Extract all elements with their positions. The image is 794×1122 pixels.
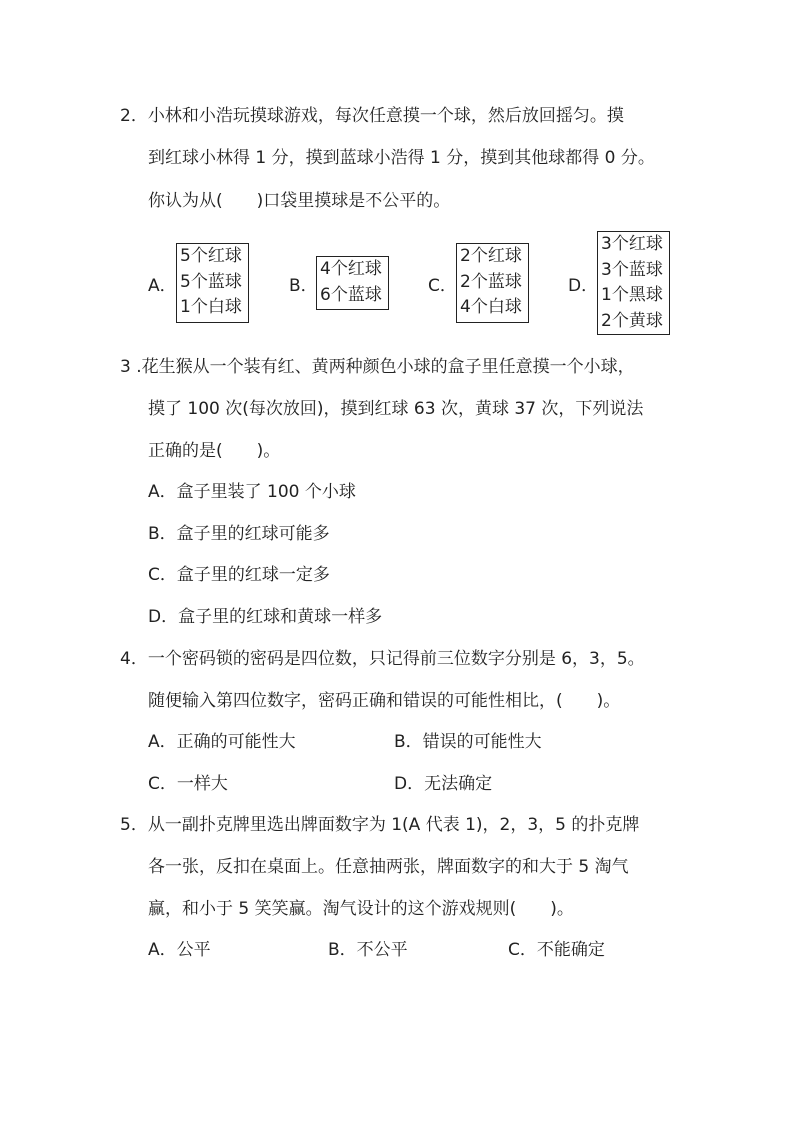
q2-option-d-box bbox=[597, 231, 670, 335]
q3-line-2: 摸了 100 次(每次放回)，摸到红球 63 次，黄球 37 次，下列说法 bbox=[148, 399, 644, 419]
q5-option-b: B．不公平 bbox=[328, 940, 408, 960]
q3-option-c: C．盒子里的红球一定多 bbox=[148, 565, 330, 585]
q5-line-2: 各一张，反扣在桌面上。任意抽两张，牌面数字的和大于 5 淘气 bbox=[148, 857, 629, 877]
q2-option-d-item: 2个黄球 bbox=[601, 310, 663, 331]
q2-option-c-label: C． bbox=[428, 276, 457, 296]
q2-option-c-item: 2个蓝球 bbox=[460, 271, 522, 292]
q2-option-d-item: 1个黑球 bbox=[601, 285, 663, 305]
q2-option-c-item: 4个白球 bbox=[460, 297, 522, 317]
q4-option-a: A．正确的可能性大 bbox=[148, 732, 296, 752]
q2-option-b-item: 4个红球 bbox=[320, 259, 382, 279]
q5-line-1: 5．从一副扑克牌里选出牌面数字为 1(A 代表 1)，2，3，5 的扑克牌 bbox=[120, 815, 640, 835]
q3-line-1: 3 .花生猴从一个装有红、黄两种颜色小球的盒子里任意摸一个小球， bbox=[120, 357, 635, 377]
q4-option-b: B．错误的可能性大 bbox=[394, 732, 542, 752]
q4-line-2: 随便输入第四位数字，密码正确和错误的可能性相比，( )。 bbox=[148, 691, 621, 711]
q2-option-d-item: 3个蓝球 bbox=[601, 259, 663, 280]
q3-option-d: D．盒子里的红球和黄球一样多 bbox=[148, 607, 383, 627]
q2-option-c-item: 2个红球 bbox=[460, 246, 522, 266]
q3-option-a: A．盒子里装了 100 个小球 bbox=[148, 482, 356, 502]
q5-line-3: 赢，和小于 5 笑笑赢。淘气设计的这个游戏规则( )。 bbox=[148, 899, 574, 919]
q2-option-a-item: 5个红球 bbox=[180, 246, 242, 266]
q2-option-b-item: 6个蓝球 bbox=[320, 284, 382, 305]
q2-line-1: 2．小林和小浩玩摸球游戏，每次任意摸一个球，然后放回摇匀。摸 bbox=[120, 106, 624, 126]
q4-option-c: C．一样大 bbox=[148, 774, 228, 794]
q2-line-2: 到红球小林得 1 分，摸到蓝球小浩得 1 分，摸到其他球都得 0 分。 bbox=[148, 148, 655, 168]
q3-option-b: B．盒子里的红球可能多 bbox=[148, 524, 330, 544]
q2-option-a-item: 1个白球 bbox=[180, 297, 242, 317]
q2-option-d-item: 3个红球 bbox=[601, 234, 663, 254]
q4-line-1: 4．一个密码锁的密码是四位数，只记得前三位数字分别是 6，3，5。 bbox=[120, 649, 645, 669]
q5-option-a: A．公平 bbox=[148, 940, 211, 960]
q5-option-c: C．不能确定 bbox=[508, 940, 605, 960]
q2-option-b-label: B． bbox=[289, 276, 318, 296]
q2-option-d-label: D． bbox=[568, 276, 599, 296]
q4-option-d: D．无法确定 bbox=[394, 774, 493, 794]
q2-option-a-label: A． bbox=[148, 276, 177, 296]
q2-option-a-box bbox=[176, 243, 249, 323]
q3-line-3: 正确的是( )。 bbox=[148, 441, 281, 461]
q2-option-b-box bbox=[316, 256, 389, 310]
q2-option-a-item: 5个蓝球 bbox=[180, 271, 242, 292]
q2-option-c-box bbox=[456, 243, 529, 323]
q2-line-3: 你认为从( )口袋里摸球是不公平的。 bbox=[148, 191, 451, 211]
